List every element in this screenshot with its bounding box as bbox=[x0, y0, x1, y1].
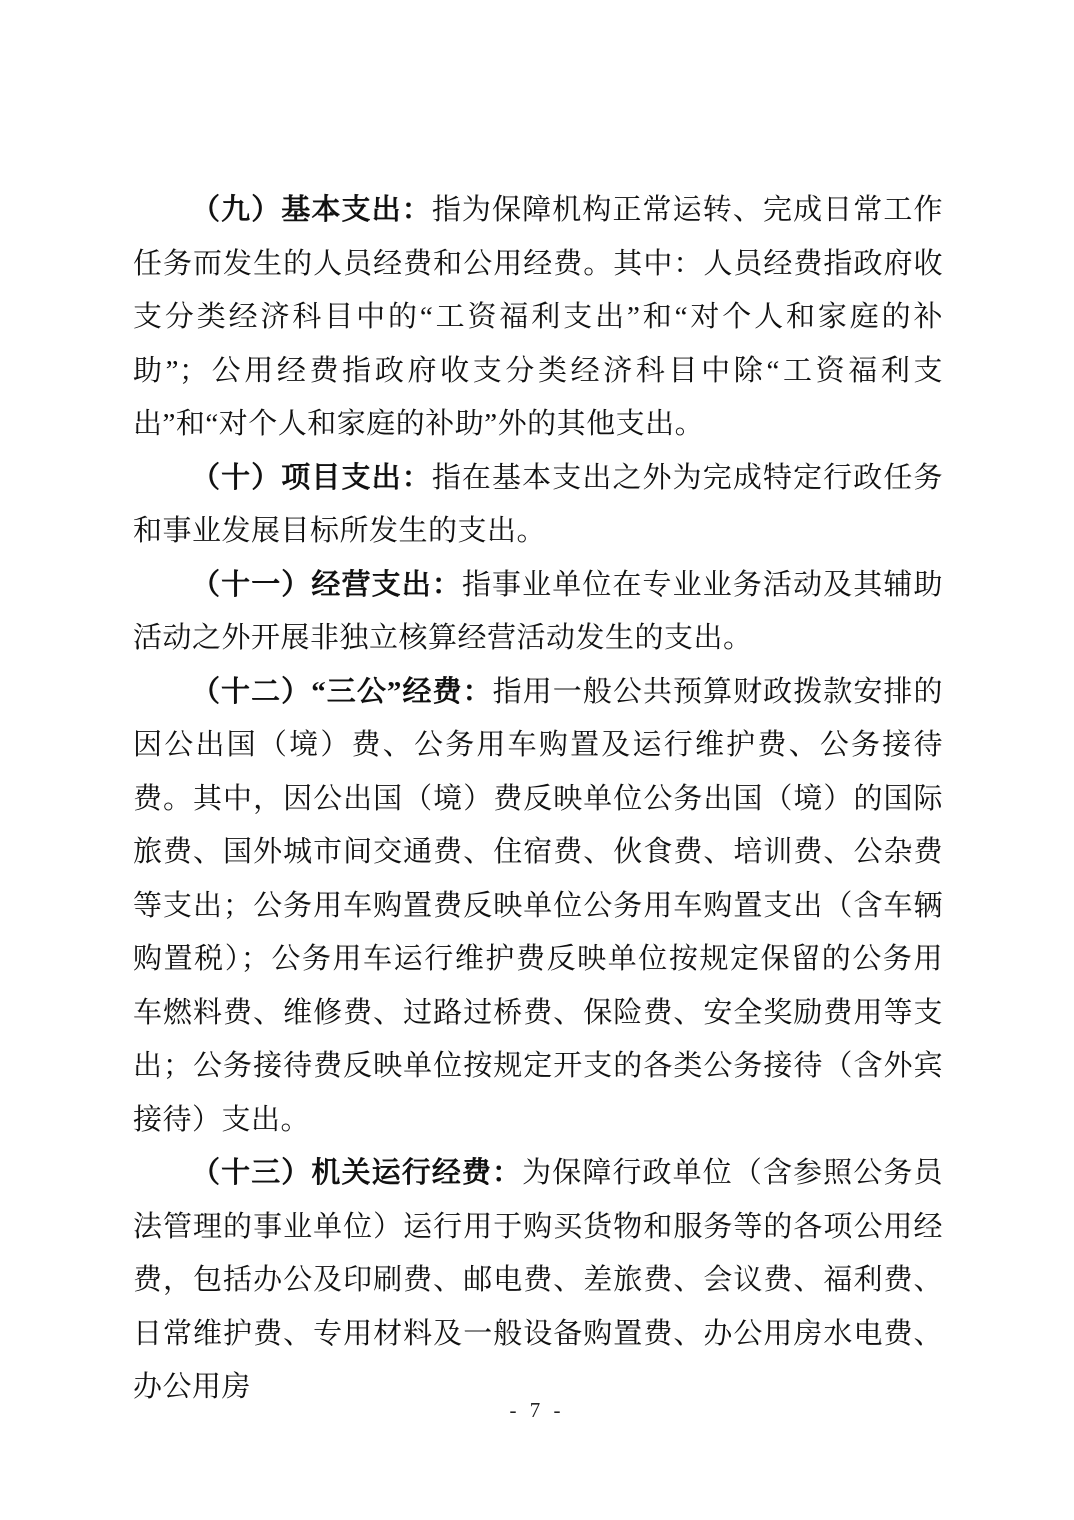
paragraph-basic-expenditure bbox=[133, 184, 943, 452]
paragraph-label: （十一）经营支出： bbox=[191, 568, 462, 601]
paragraph-agency-operating-funds bbox=[133, 1147, 943, 1415]
paragraph-label: （十二）“三公”经费： bbox=[191, 675, 493, 708]
paragraph-text: 指在基本支出之外为完成特定行政任务和事业发展目标所发生的支出。 bbox=[133, 461, 943, 547]
document-body bbox=[133, 184, 943, 1415]
paragraph-label: （十）项目支出： bbox=[191, 461, 432, 494]
page-number: - 7 - bbox=[509, 1398, 565, 1422]
paragraph-text: 为保障行政单位（含参照公务员法管理的事业单位）运行用于购买货物和服务等的各项公用经费，包括办公及印刷费、邮电费、差旅费、会议费、福利费、日常维护费、专用材料及一般设备购置费、办公用房水电费、办公用房 bbox=[133, 1157, 943, 1403]
paragraph-label: （九）基本支出： bbox=[191, 194, 432, 226]
paragraph-project-expenditure bbox=[133, 452, 943, 559]
paragraph-operating-expenditure bbox=[133, 559, 943, 666]
paragraph-text: 指事业单位在专业业务活动及其辅助活动之外开展非独立核算经营活动发生的支出。 bbox=[133, 568, 943, 654]
paragraph-text: 指用一般公共预算财政拨款安排的因公出国（境）费、公务用车购置及运行维护费、公务接待费。其中，因公出国（境）费反映单位公务出国（境）的国际旅费、国外城市间交通费、住宿费、伙食费、培训费、公杂费等支出；公务用车购置费反映单位公务用车购置支出（含车辆购置税）；公务用车运行维护费反映单位按规定保留的公务用车燃料费、维修费、过路过桥费、保险费、安全奖励费用等支出；公务接待费反映单位按规定开支的各类公务接待（含外宾接待）支出。 bbox=[133, 675, 943, 1136]
paragraph-three-public-funds bbox=[133, 666, 943, 1148]
paragraph-text: 指为保障机构正常运转、完成日常工作任务而发生的人员经费和公用经费。其中：人员经费指政府收支分类经济科目中的“工资福利支出”和“对个人和家庭的补助”；公用经费指政府收支分类经济科目中除“工资福利支出”和“对个人和家庭的补助”外的其他支出。 bbox=[133, 194, 943, 440]
paragraph-label: （十三）机关运行经费： bbox=[191, 1157, 523, 1189]
